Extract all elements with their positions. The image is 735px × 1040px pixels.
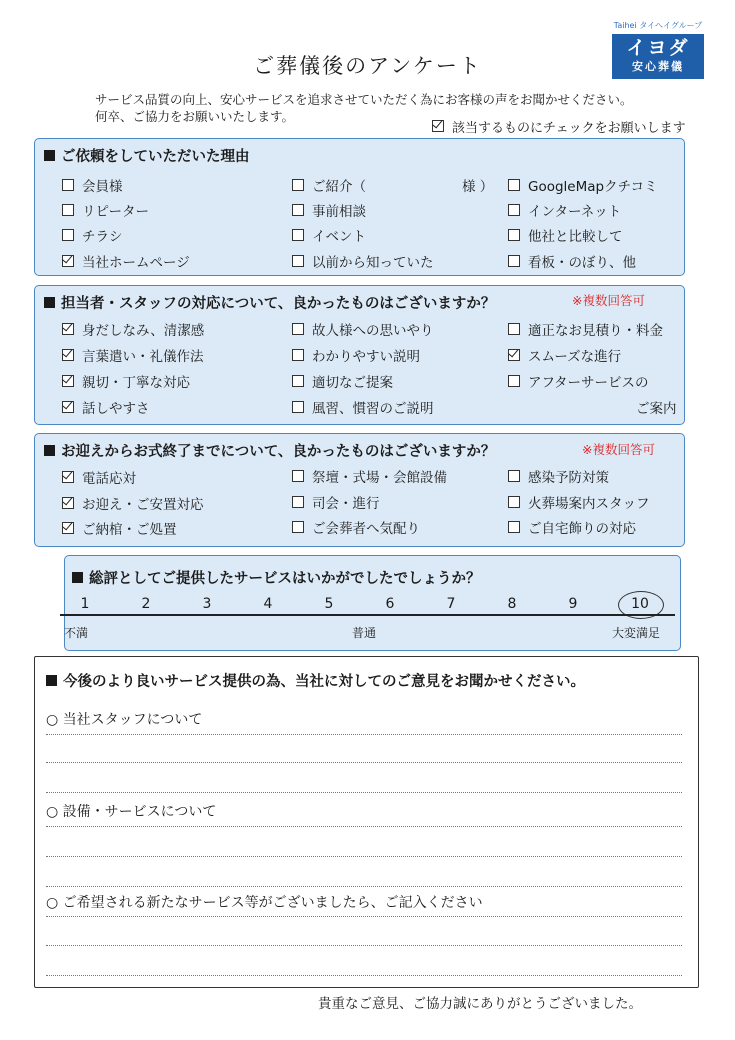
checkbox-icon[interactable] [508,204,520,216]
checkbox-checked-icon[interactable] [62,255,74,267]
checkbox-icon[interactable] [508,255,520,267]
option-label: チラシ [82,229,123,245]
q2-option[interactable] [508,345,621,365]
scale-number[interactable]: 3 [202,596,212,612]
q1-heading [44,145,250,166]
answer-line[interactable] [46,975,682,976]
checkbox-icon[interactable] [508,179,520,191]
q1-heading-text: ご依頼をしていただいた理由 [61,149,250,165]
answer-line[interactable] [46,826,682,827]
q1-option[interactable] [62,200,149,220]
page-title: ご葬儀後のアンケート [253,54,482,78]
check-note [432,117,686,136]
q2-option[interactable] [292,397,434,417]
logo-group-name: Taihei タイヘイグループ [613,21,703,30]
intro-line-2: 何卒、ご協力をお願いいたします。 [95,109,295,124]
answer-line[interactable] [46,916,682,917]
q5-question: ○ 当社スタッフについて [46,712,203,728]
checkbox-checked-icon[interactable] [62,522,74,534]
checkbox-icon[interactable] [508,375,520,387]
option-label: 親切・丁寧な対応 [82,375,190,391]
scale-high-label: 大変満足 [612,626,661,640]
q3-option[interactable] [62,493,204,513]
checkbox-icon[interactable] [62,204,74,216]
option-label: 祭壇・式場・会館設備 [312,470,447,486]
checkbox-icon[interactable] [292,521,304,533]
q2-option-line2: ご案内 [636,401,677,417]
option-label: 適切なご提案 [312,375,393,391]
q2-option[interactable] [62,345,204,365]
checkbox-icon[interactable] [292,401,304,413]
checkbox-icon[interactable] [62,179,74,191]
answer-line[interactable] [46,856,682,857]
q1-option-suffix: 様 ） [462,179,494,195]
scale-number[interactable]: 1 [80,596,90,612]
q5-question: ○ ご希望される新たなサービス等がございましたら、ご記入ください [46,895,483,911]
square-bullet-icon [44,150,55,161]
option-label: 以前から知っていた [312,255,434,271]
checkbox-icon[interactable] [292,179,304,191]
option-label: 風習、慣習のご説明 [312,401,434,417]
option-label: アフターサービスの [528,375,649,391]
q3-heading [44,440,495,461]
scale-number-selected[interactable]: 10 [631,596,649,612]
option-label: イベント [312,229,366,245]
checkbox-checked-icon[interactable] [62,323,74,335]
option-label: リピーター [82,204,149,220]
q2-option[interactable] [292,345,420,365]
checkbox-checked-icon[interactable] [62,401,74,413]
q1-option[interactable] [292,225,366,245]
checkbox-icon[interactable] [508,229,520,241]
rating-scale-line [60,614,675,616]
q3-option[interactable] [292,492,380,512]
option-label: ご自宅飾りの対応 [528,521,636,537]
checkbox-icon[interactable] [292,375,304,387]
q3-option[interactable] [292,517,420,537]
check-note-checkbox-icon [432,120,444,132]
q2-option[interactable] [62,319,204,339]
scale-low-label: 不満 [64,626,89,640]
scale-number[interactable]: 5 [324,596,334,612]
q2-multi-note: ※複数回答可 [572,293,645,308]
q3-option[interactable] [508,517,636,537]
q4-heading [72,567,481,588]
option-label: 当社ホームページ [82,255,190,271]
q3-option[interactable] [62,518,177,538]
answer-line[interactable] [46,792,682,793]
answer-line[interactable] [46,762,682,763]
q1-option[interactable] [62,225,123,245]
q5-question-text: ご希望される新たなサービス等がございましたら、ご記入ください [62,895,483,911]
q2-option[interactable] [292,319,434,339]
scale-mid-label: 普通 [352,626,377,640]
q2-option[interactable] [508,371,649,391]
checkbox-icon[interactable] [292,349,304,361]
square-bullet-icon [46,675,57,686]
q2-heading [44,292,495,313]
option-label: 司会・進行 [312,496,380,512]
checkbox-icon[interactable] [508,323,520,335]
q1-option[interactable] [508,175,658,195]
q2-option[interactable] [62,397,150,417]
checkbox-icon[interactable] [292,470,304,482]
option-label: 故人様への思いやり [312,323,434,339]
option-label: 看板・のぼり、他 [528,255,636,271]
q5-panel [34,656,699,988]
answer-line[interactable] [46,734,682,735]
q5-heading-text: 今後のより良いサービス提供の為、当社に対してのご意見をお聞かせください。 [63,674,585,690]
answer-line[interactable] [46,945,682,946]
logo-main-text: イヨダ [626,37,690,59]
checkbox-icon[interactable] [292,323,304,335]
option-label: ご会葬者へ気配り [312,521,420,537]
q5-question-text: 設備・サービスについて [62,804,217,820]
scale-number[interactable]: 8 [507,596,517,612]
q3-option[interactable] [508,492,650,512]
q1-option[interactable] [508,225,623,245]
option-label: 電話応対 [82,471,136,487]
q2-option[interactable] [508,319,663,339]
q2-option[interactable] [62,371,190,391]
scale-number[interactable]: 6 [385,596,395,612]
checkbox-icon[interactable] [62,229,74,241]
option-label: 会員様 [82,179,123,195]
checkbox-icon[interactable] [292,204,304,216]
q1-option[interactable] [292,175,366,195]
checkbox-checked-icon[interactable] [62,497,74,509]
checkbox-checked-icon[interactable] [508,349,520,361]
checkbox-checked-icon[interactable] [62,349,74,361]
checkbox-checked-icon[interactable] [62,471,74,483]
q5-question-text: 当社スタッフについて [62,712,203,728]
scale-number[interactable]: 7 [446,596,456,612]
company-logo [612,20,704,79]
option-label: 火葬場案内スタッフ [528,496,650,512]
q3-multi-note: ※複数回答可 [582,442,655,457]
q3-option[interactable] [62,467,136,487]
option-label: 事前相談 [312,204,366,220]
option-label: ご紹介（ [312,179,366,195]
q4-heading-text: 総評としてご提供したサービスはいかがでしたでしょうか？ [89,571,481,587]
option-label: スムーズな進行 [528,349,622,365]
scale-number[interactable]: 2 [141,596,151,612]
q1-option[interactable] [62,251,190,271]
check-note-text: 該当するものにチェックをお願いします [452,121,686,136]
intro-line-1: サービス品質の向上、安心サービスを追求させていただく為にお客様の声をお聞かせください。 [95,92,633,107]
scale-number[interactable]: 4 [263,596,273,612]
square-bullet-icon [72,572,83,583]
footer-thanks: 貴重なご意見、ご協力誠にありがとうございました。 [318,996,642,1012]
logo-box [612,34,704,79]
checkbox-icon[interactable] [292,496,304,508]
option-label: 言葉遣い・礼儀作法 [82,349,204,365]
checkbox-icon[interactable] [508,470,520,482]
q1-option[interactable] [62,175,123,195]
option-label: 感染予防対策 [528,470,609,486]
option-label: わかりやすい説明 [312,349,420,365]
square-bullet-icon [44,297,55,308]
answer-line[interactable] [46,886,682,887]
q1-option[interactable] [508,251,636,271]
q1-option[interactable] [292,200,366,220]
q1-option[interactable] [508,200,621,220]
option-label: インターネット [528,204,622,220]
q3-heading-text: お迎えからお式終了までについて、良かったものはございますか？ [61,444,496,460]
option-label: 適正なお見積り・料金 [528,323,663,339]
q2-heading-text: 担当者・スタッフの対応について、良かったものはございますか？ [61,296,496,312]
logo-sub-text: 安心葬儀 [632,60,684,73]
checkbox-icon[interactable] [508,496,520,508]
checkbox-icon[interactable] [292,255,304,267]
option-label: ご納棺・ご処置 [82,522,177,538]
q5-question: ○ 設備・サービスについて [46,804,217,820]
option-label: お迎え・ご安置対応 [82,497,204,513]
scale-number[interactable]: 9 [568,596,578,612]
checkbox-icon[interactable] [292,229,304,241]
q5-heading [46,670,585,691]
option-label: 話しやすさ [82,401,150,417]
q3-option[interactable] [508,466,609,486]
checkbox-icon[interactable] [508,521,520,533]
q1-option[interactable] [292,251,434,271]
square-bullet-icon [44,445,55,456]
q2-option[interactable] [292,371,393,391]
q3-option[interactable] [292,466,447,486]
option-label: 他社と比較して [528,229,623,245]
option-label: 身だしなみ、清潔感 [82,323,205,339]
checkbox-checked-icon[interactable] [62,375,74,387]
option-label: GoogleMapクチコミ [528,179,658,195]
